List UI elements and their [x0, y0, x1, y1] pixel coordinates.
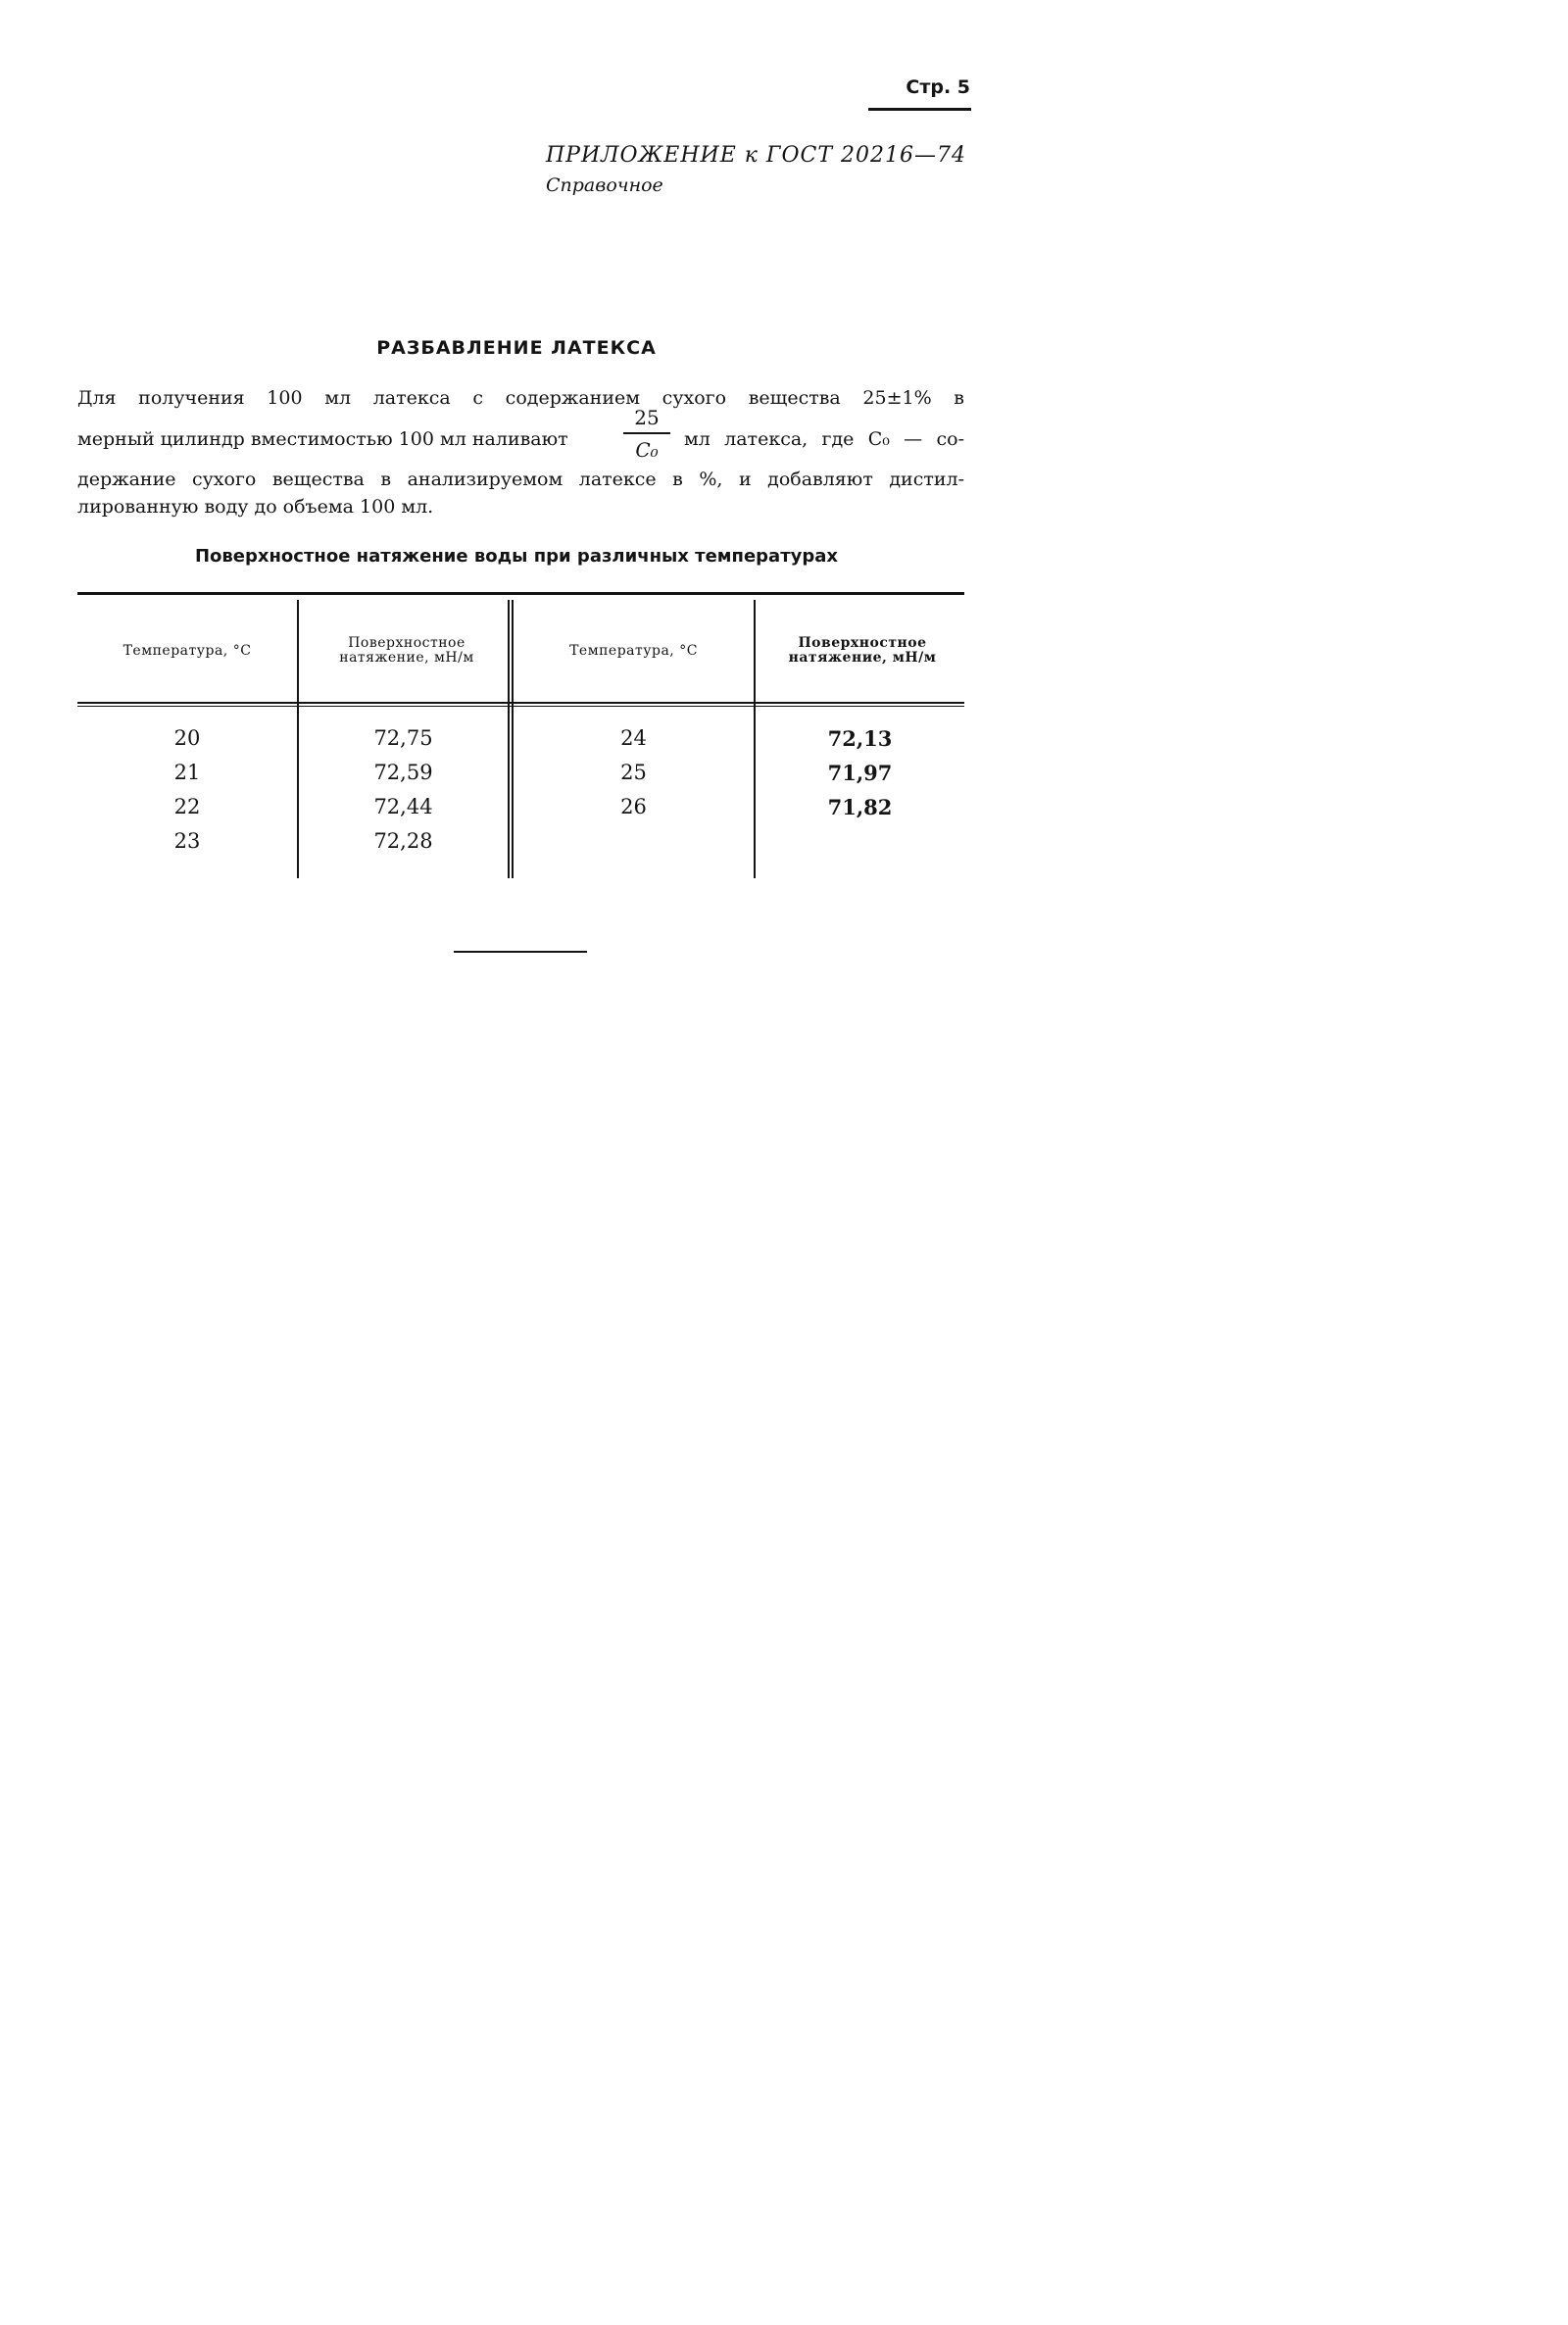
- table-cell: 24: [620, 726, 647, 750]
- column-tension-2: [756, 721, 964, 824]
- table-title: Поверхностное натяжение воды при различных температурах: [194, 546, 839, 567]
- header-tension-1: Поверхностное натяжение, мН/м: [339, 635, 474, 666]
- header-tension-2: Поверхностное натяжение, мН/м: [788, 635, 937, 666]
- section-title: РАЗБАВЛЕНИЕ ЛАТЕКСА: [376, 337, 657, 359]
- page-number: Стр. 5: [906, 76, 970, 98]
- table-cell: 72,59: [373, 761, 433, 784]
- table-header-rule-2: [77, 706, 964, 707]
- end-rule: [454, 951, 587, 953]
- table-cell: 72,28: [373, 829, 433, 853]
- appendix-title: ПРИЛОЖЕНИЕ к ГОСТ 20216—74: [546, 143, 966, 168]
- appendix-subtitle: Справочное: [546, 174, 663, 196]
- table-cell: 25: [620, 761, 647, 784]
- table-cell: 23: [173, 829, 201, 853]
- table-cell: 72,44: [373, 795, 433, 818]
- table-cell: 72,13: [827, 726, 893, 751]
- header-temperature-1: Температура, °С: [122, 642, 252, 659]
- paragraph-line-1: Для получения 100 мл латекса с содержанием сухого вещества 25±1% в: [77, 387, 964, 409]
- paragraph-line-3: держание сухого вещества в анализируемом латексе в %, и добавляют дистил-: [77, 469, 964, 490]
- page-number-underline: [868, 108, 971, 111]
- table-header-rule-1: [77, 702, 964, 704]
- paragraph-line-4: лированную воду до объема 100 мл.: [77, 496, 434, 518]
- header-temperature-2: Температура, °С: [569, 642, 698, 659]
- table-cell: 21: [173, 761, 201, 784]
- table-top-rule: [77, 592, 964, 595]
- column-tension-1: [299, 721, 508, 859]
- column-temperature-1: [77, 721, 297, 859]
- column-divider-2a: [508, 600, 510, 878]
- fraction-numerator: 25: [634, 406, 660, 429]
- fraction-bar: [623, 432, 670, 434]
- table-cell: 71,82: [827, 795, 893, 819]
- table-cell: 72,75: [373, 726, 433, 750]
- paragraph-line-2-left: мерный цилиндр вместимостью 100 мл наливают: [77, 428, 568, 450]
- table-cell: 26: [620, 795, 647, 818]
- paragraph-line-2-right: мл латекса, где C₀ — со-: [684, 428, 964, 450]
- column-temperature-2: [514, 721, 754, 824]
- table-cell: 20: [173, 726, 201, 750]
- fraction-denominator: C₀: [635, 438, 659, 462]
- table-cell: 71,97: [827, 761, 893, 785]
- table-cell: 22: [173, 795, 201, 818]
